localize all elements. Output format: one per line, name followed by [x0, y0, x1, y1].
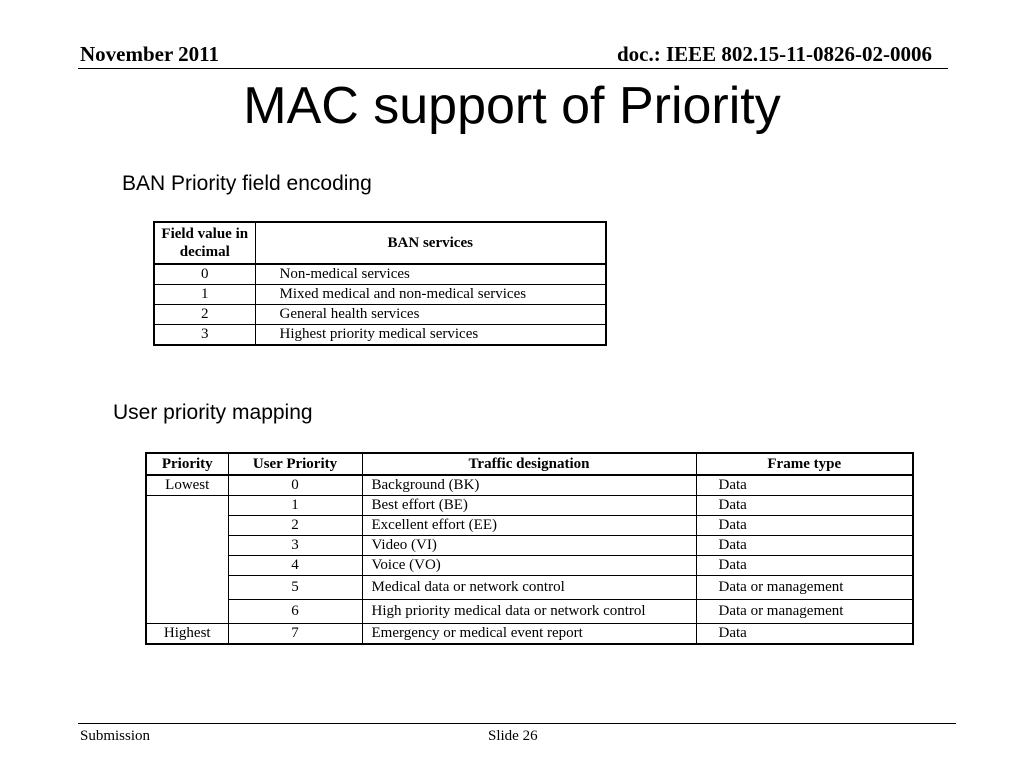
table-row [154, 264, 606, 285]
frame-type-cell: Data [696, 624, 913, 645]
column-header: Traffic designation [362, 453, 696, 475]
header-date: November 2011 [80, 42, 220, 66]
priority-cell-merged [146, 496, 228, 624]
ban-service-cell: Highest priority medical services [255, 325, 606, 346]
traffic-designation-cell: Background (BK) [362, 475, 696, 496]
traffic-designation-cell: Medical data or network control [362, 576, 696, 600]
ban-service-cell: General health services [255, 305, 606, 325]
user-priority-cell: 4 [228, 556, 362, 576]
table-row [154, 305, 606, 325]
table-row [146, 624, 913, 645]
field-value-cell: 1 [154, 285, 255, 305]
user-priority-cell: 5 [228, 576, 362, 600]
column-header: User Priority [228, 453, 362, 475]
frame-type-cell: Data [696, 475, 913, 496]
ban-service-cell: Mixed medical and non-medical services [255, 285, 606, 305]
footer-submission: Submission [80, 728, 151, 744]
traffic-designation-cell: High priority medical data or network control [362, 600, 696, 624]
field-value-cell: 3 [154, 325, 255, 346]
field-value-cell: 2 [154, 305, 255, 325]
header-divider [78, 68, 948, 69]
user-priority-table [145, 452, 914, 645]
column-header: BAN services [255, 222, 606, 264]
table-header-row [154, 222, 606, 264]
frame-type-cell: Data [696, 496, 913, 516]
traffic-designation-cell: Voice (VO) [362, 556, 696, 576]
table-row [154, 285, 606, 305]
table-row [146, 516, 913, 536]
user-priority-cell: 2 [228, 516, 362, 536]
table-header-row [146, 453, 913, 475]
user-priority-cell: 3 [228, 536, 362, 556]
table-row [154, 325, 606, 346]
column-header: Frame type [696, 453, 913, 475]
ban-priority-table [153, 221, 607, 346]
table-row [146, 556, 913, 576]
header-doc-id: doc.: IEEE 802.15-11-0826-02-0006 [617, 42, 932, 66]
column-header: Priority [146, 453, 228, 475]
frame-type-cell: Data or management [696, 576, 913, 600]
traffic-designation-cell: Video (VI) [362, 536, 696, 556]
priority-cell: Lowest [146, 475, 228, 496]
user-priority-cell: 7 [228, 624, 362, 645]
frame-type-cell: Data [696, 536, 913, 556]
table-row [146, 496, 913, 516]
footer-divider [78, 723, 956, 724]
frame-type-cell: Data [696, 556, 913, 576]
table-row [146, 475, 913, 496]
user-priority-cell: 0 [228, 475, 362, 496]
traffic-designation-cell: Excellent effort (EE) [362, 516, 696, 536]
priority-cell: Highest [146, 624, 228, 645]
user-priority-section-label: User priority mapping [113, 401, 313, 424]
traffic-designation-cell: Emergency or medical event report [362, 624, 696, 645]
user-priority-cell: 6 [228, 600, 362, 624]
user-priority-cell: 1 [228, 496, 362, 516]
footer-slide-number: Slide 26 [488, 728, 538, 744]
field-value-cell: 0 [154, 264, 255, 285]
table-row [146, 600, 913, 624]
frame-type-cell: Data or management [696, 600, 913, 624]
frame-type-cell: Data [696, 516, 913, 536]
traffic-designation-cell: Best effort (BE) [362, 496, 696, 516]
table-row [146, 576, 913, 600]
table-row [146, 536, 913, 556]
slide-title: MAC support of Priority [243, 77, 781, 135]
ban-section-label: BAN Priority field encoding [122, 172, 372, 195]
ban-service-cell: Non-medical services [255, 264, 606, 285]
column-header: Field value in decimal [154, 222, 255, 264]
